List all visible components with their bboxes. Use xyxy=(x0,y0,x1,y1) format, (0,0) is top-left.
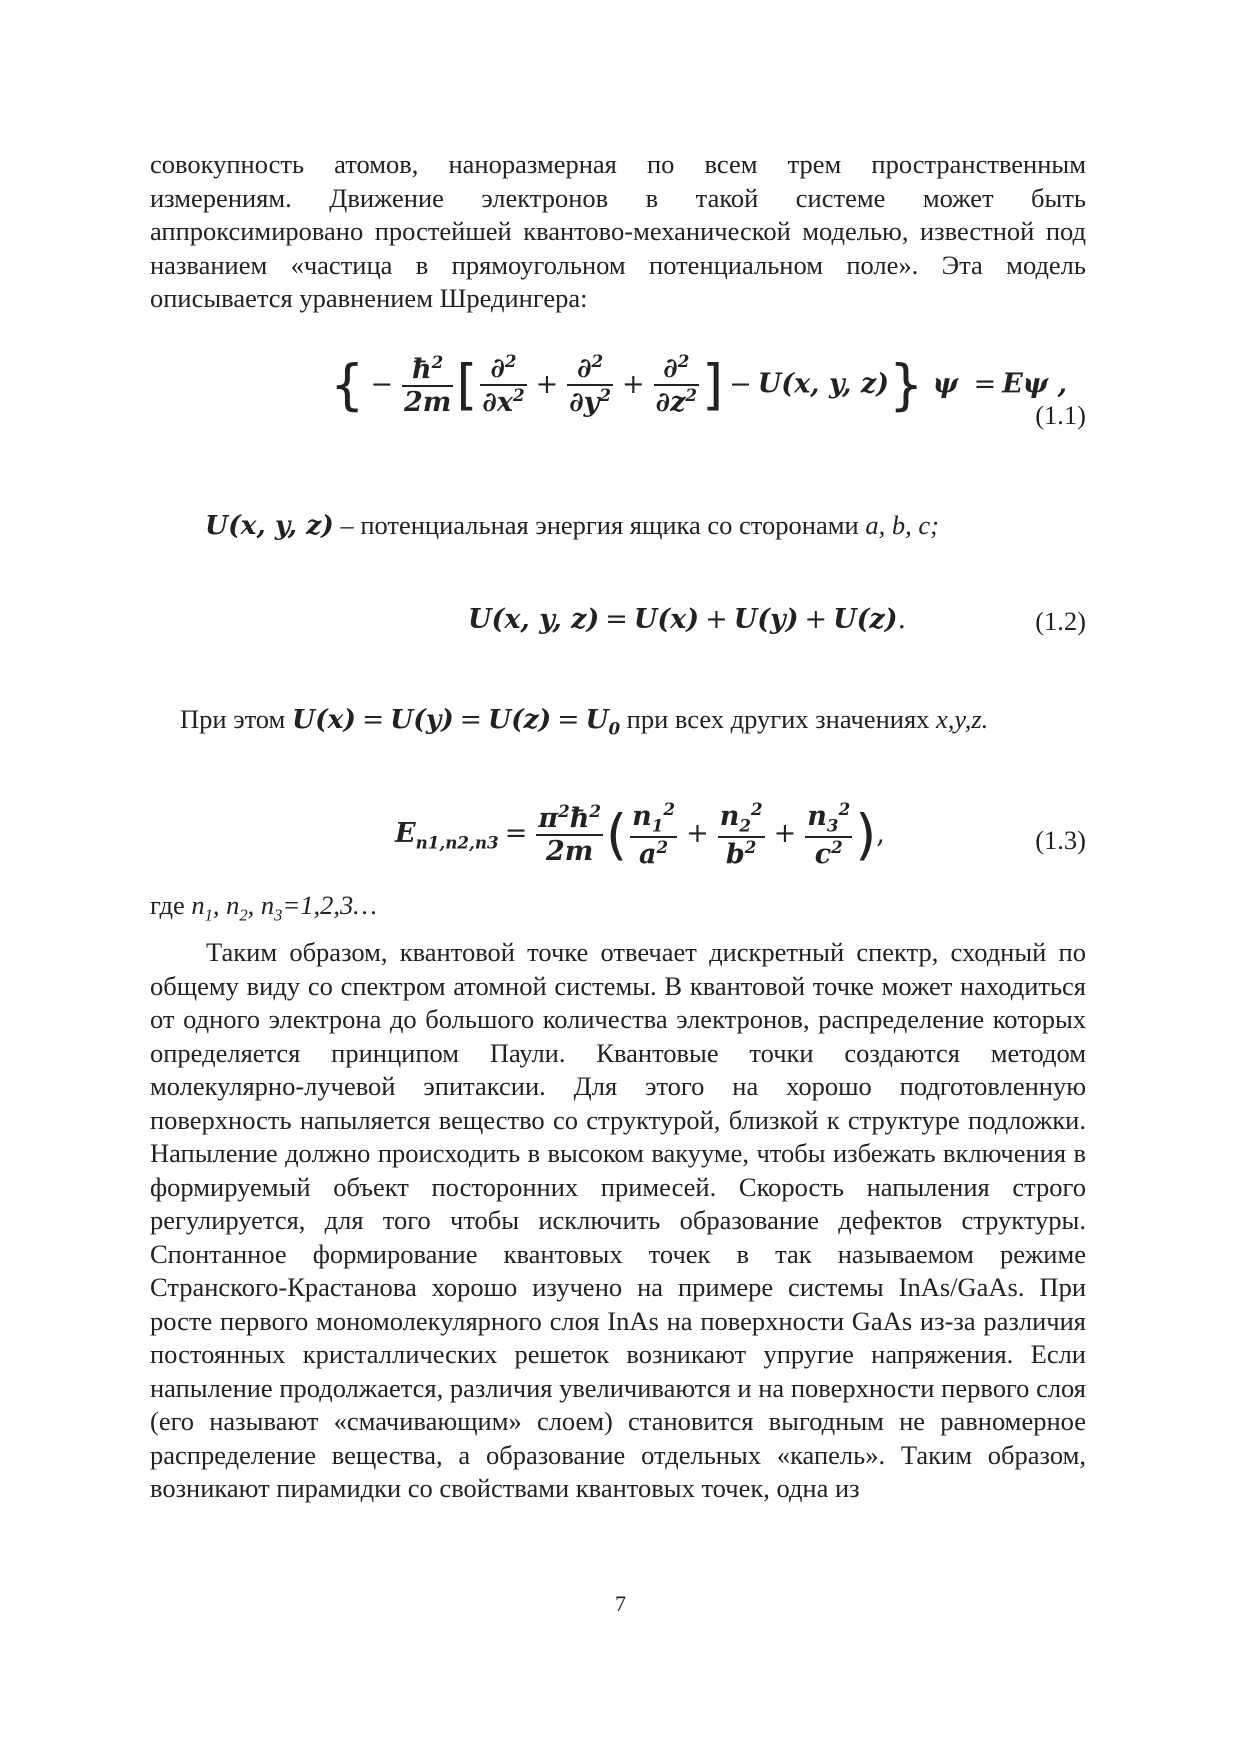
u-definition-text: – потенциальная энергия ящика со сторонами xyxy=(340,510,859,540)
u-definition-line: U(x, y, z) – потенциальная энергия ящика со сторонами a, b, c; xyxy=(205,510,939,541)
where-values: =1,2,3… xyxy=(282,890,377,920)
paragraph-intro: совокупность атомов, наноразмерная по всем трем пространственным измерениям. Движение электронов в такой системе может быть аппроксимировано простейшей квантово-механической моделью, известной под названием «частица в прямоугольном потенциальном поле». Эта модель описывается уравнением Шредингера: xyxy=(150,149,1086,313)
where-line: где $n_1$, $n_2$, $n_3=1,2,3\dots$ xyxy=(150,890,377,925)
paragraph-quantum-dots: Таким образом, квантовой точке отвечает дискретный спектр, сходный по общему виду со спектром атомной системы. В квантовой точке может находиться от одного электрона до большого количества электронов, распределение которых определяется принципом Паули. Квантовые точки создаются методом молекулярно-лучевой эпитаксии. Для этого на хорошо подготовленную поверхность напыляется вещество со структурой, близкой к структуре подложки. Напыление должно происходить в высоком вакууме, чтобы избежать включения в формируемый объект посторонних примесей. Скорость напыления строго регулируется, для того чтобы исключить образование дефектов структуры. Спонтанное формирование квантовых точек в так называемом режиме Странского-Крастанова хорошо изучено на примере системы InAs/GaAs. При росте первого мономолекулярного слоя InAs на поверхности GaAs из-за различия постоянных кристаллических решеток возникают упругие напряжения. Если напыление продолжается, различия увеличиваются и на поверхности первого слоя (его называют «смачивающим» слоем) становится выгодным не равномерное распределение вещества, а образование отдельных «капель». Таким образом, возникают пирамидки со свойствами квантовых точек, одна из xyxy=(150,937,1086,1503)
where-text: где xyxy=(150,890,185,920)
condition-vars: x,y,z. xyxy=(936,704,989,734)
equation-1-1: { − $\frac{ħ^2}{2m}$ [ $\frac{\partial^2}{\partial x^2}$ + $\frac{\partial^2}{\partial y^2}$ + $\frac{\partial^2}{\partial z^2}$ ] − U(x, y, z)} ψ = Eψ , xyxy=(330,351,1068,419)
page-number: 7 xyxy=(615,1591,626,1616)
equation-1-3-number: (1.3) xyxy=(1035,825,1086,855)
equation-1-3: $E_{n1,n2,n3}$ = $\frac{\pi^2ħ^2}{2m}$ ( $\frac{n_1^2}{a^2}$ + $\frac{n_2^2}{b^2}$ + $\frac{n_3^2}{c^2}$ ), xyxy=(395,799,885,870)
equation-1-1-number: (1.1) xyxy=(1035,400,1086,430)
u-sides-text: a, b, c; xyxy=(865,510,939,540)
equation-1-2-number: (1.2) xyxy=(1035,606,1086,636)
condition-suffix: при всех других значениях xyxy=(626,704,930,734)
condition-prefix: При этом xyxy=(180,704,286,734)
equation-1-2: U(x, y, z) = U(x) + U(y) + U(z). xyxy=(468,604,907,635)
condition-line: При этом $U(x) = U(y) = U(z) = U_0$ при всех других значениях x,y,z. xyxy=(180,704,989,739)
